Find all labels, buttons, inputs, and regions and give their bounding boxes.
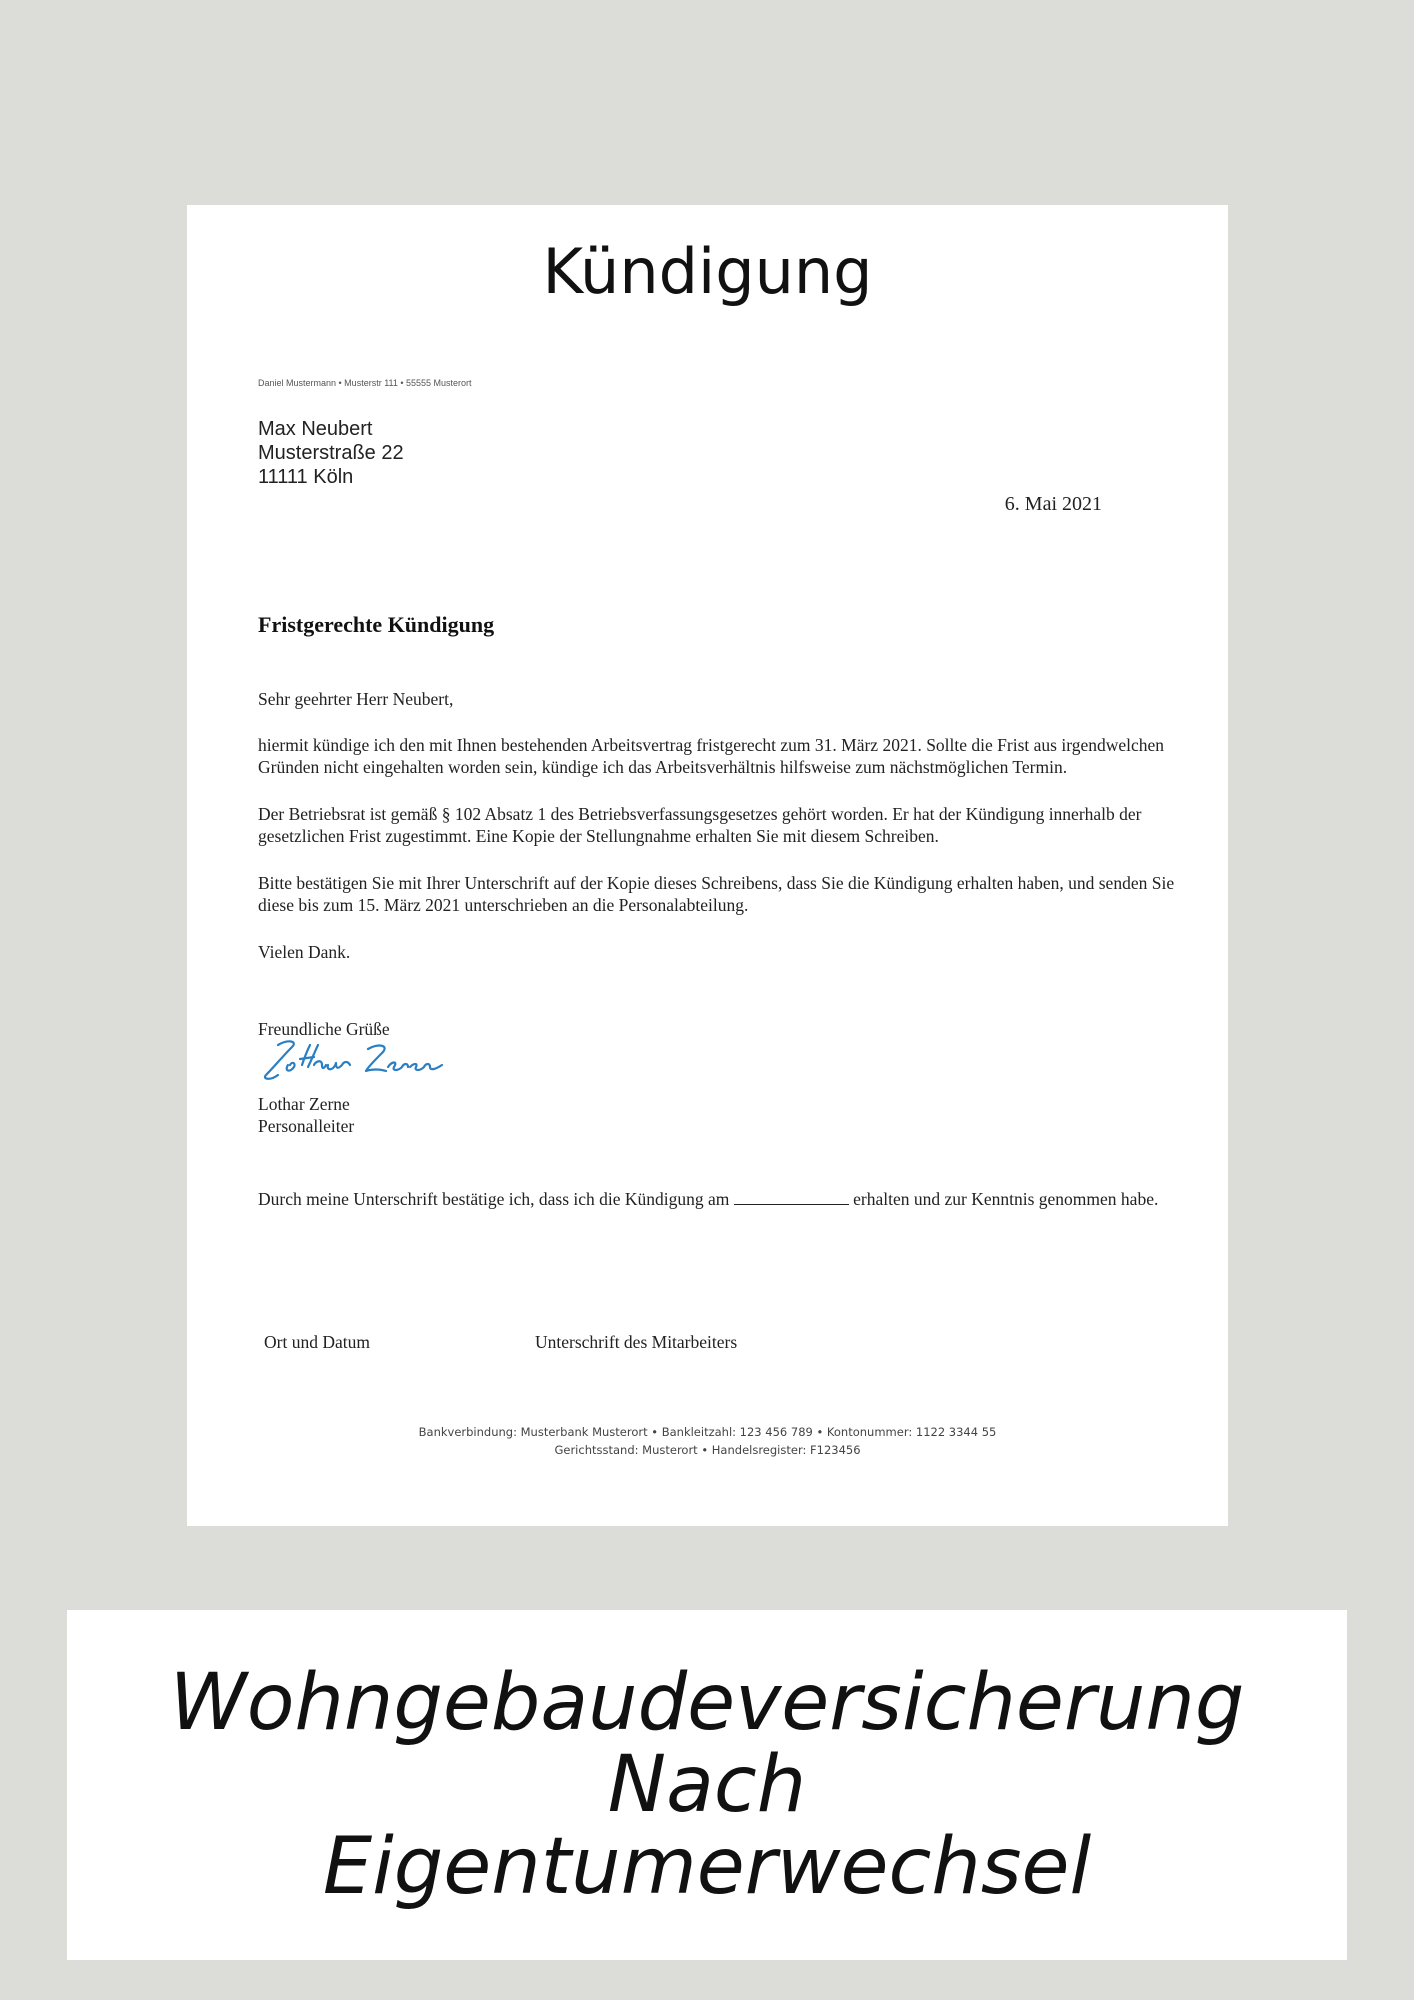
footer-bank-line: Bankverbindung: Musterbank Musterort • Bankleitzahl: 123 456 789 • Kontonummer: 1122 3344 55 [418,1425,997,1439]
body-paragraph: Der Betriebsrat ist gemäß § 102 Absatz 1 des Betriebsverfassungsgesetzes gehört worden. Er hat der Kündigung innerhalb der gesetzlichen Frist zugestimmt. Eine Kopie der Stellungnahme erhalten Sie mit diesem Schreiben. [258,804,1142,846]
document-heading: Kündigung [542,235,873,308]
recipient-street: Musterstraße 22 [258,442,404,464]
recipient-address [258,417,404,489]
caption-box [67,1610,1347,1960]
signer-title: Personalleiter [258,1116,355,1136]
place-date-label: Ort und Datum [264,1332,370,1352]
body-paragraph: hiermit kündige ich den mit Ihnen bestehenden Arbeitsvertrag fristgerecht zum 31. März 2021. Sollte die Frist aus irgendwelchen Gründen nicht eingehalten worden sein, kündige ich das Arbeitsverhältnis hilfsweise zum nächstmöglichen Termin. [258,735,1165,777]
employee-signature-label: Unterschrift des Mitarbeiters [535,1332,738,1352]
salutation: Sehr geehrter Herr Neubert, [258,689,454,709]
letter-page [187,205,1228,1526]
letter-subject: Fristgerechte Kündigung [258,612,495,637]
recipient-name: Max Neubert [258,418,373,440]
sender-address-line: Daniel Mustermann • Musterstr 111 • 55555 Musterort [258,378,472,388]
recipient-city: 11111 Köln [258,466,354,488]
signer-block [258,1093,354,1137]
caption-title: Wohngebaudeversicherung Nach Eigentumerwechsel [169,1658,1245,1912]
footer-register-line: Gerichtsstand: Musterort • Handelsregister: F123456 [554,1443,861,1457]
letter-body [258,688,1208,988]
confirmation-text [258,1188,1208,1210]
letter-date: 6. Mai 2021 [1004,493,1102,515]
body-paragraph: Bitte bestätigen Sie mit Ihrer Unterschrift auf der Kopie dieses Schreibens, dass Sie die Kündigung erhalten haben, und senden Sie diese bis zum 15. März 2021 unterschrieben an die Personalabteilung. [258,873,1175,915]
closing: Freundliche Grüße [258,1019,390,1039]
letter-footer [187,1423,1228,1459]
body-paragraph: Vielen Dank. [258,942,351,962]
signer-name: Lothar Zerne [258,1094,350,1114]
date-blank-line [734,1190,849,1205]
confirmation-text-before: Durch meine Unterschrift bestätige ich, dass ich die Kündigung am [258,1189,730,1209]
handwritten-signature [258,1035,448,1087]
confirmation-text-after: erhalten und zur Kenntnis genommen habe. [853,1189,1159,1209]
